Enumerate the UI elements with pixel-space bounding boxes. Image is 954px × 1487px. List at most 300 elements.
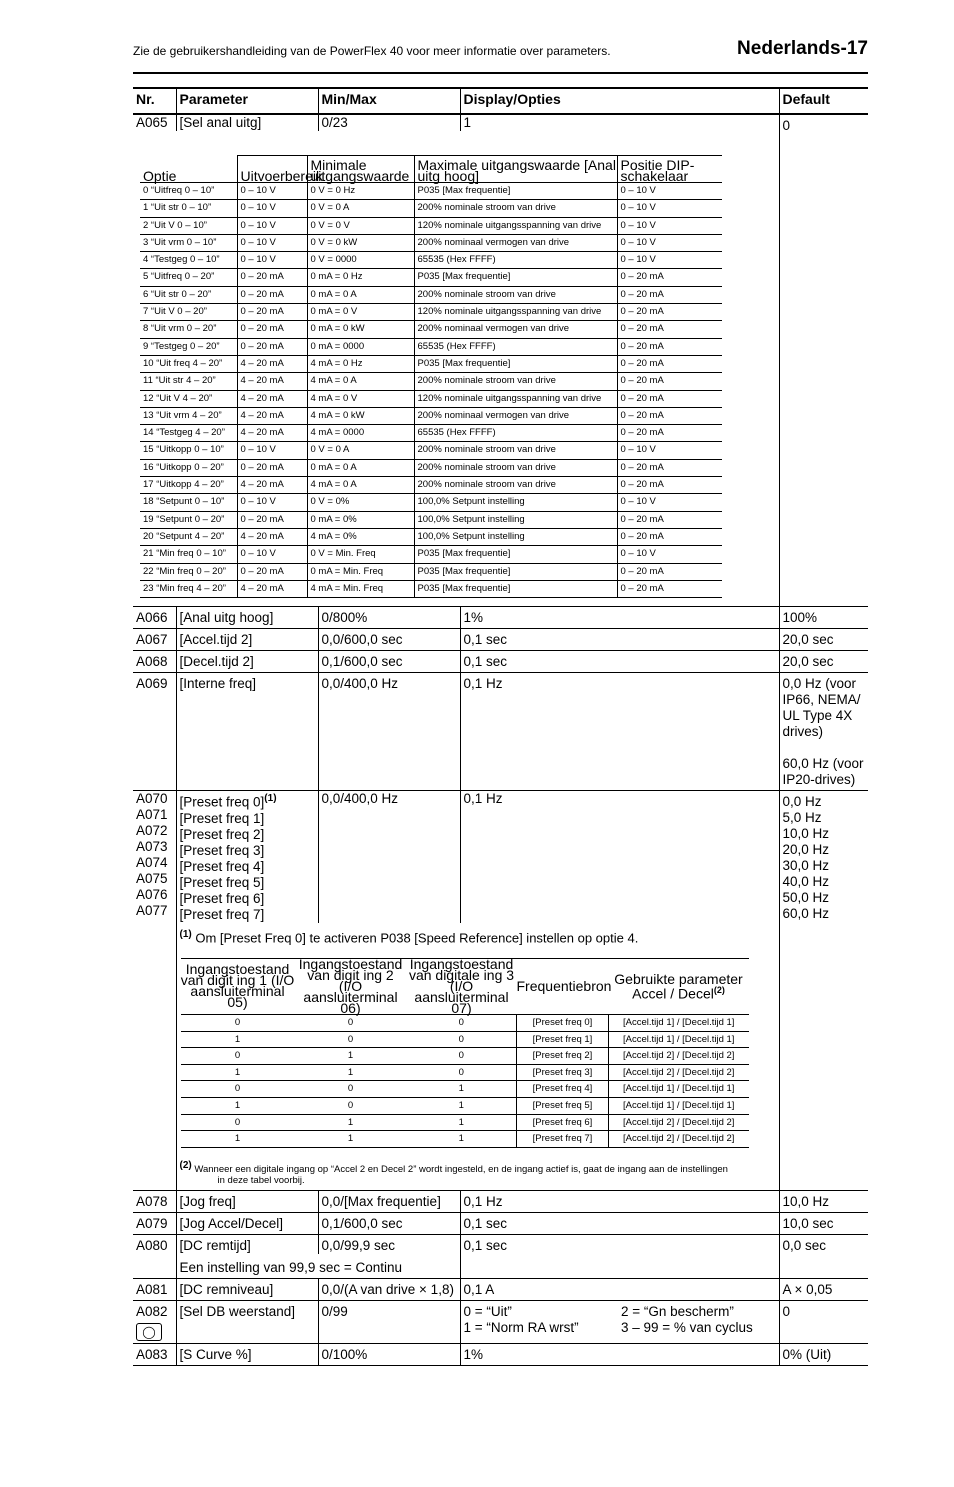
table-row <box>140 252 722 269</box>
table-cell: 100,0% Setpunt instelling <box>414 528 617 545</box>
table-cell: 100,0% Setpunt instelling <box>414 494 617 511</box>
display: 1 <box>460 114 779 131</box>
h-ing2: Ingangstoestand van digit ing 2 (I/O aansluiterminal 06) <box>295 958 407 1014</box>
list-item: A073 <box>136 839 168 855</box>
nr-cell <box>133 1300 176 1343</box>
table-cell: 1 <box>295 1114 407 1131</box>
table-cell: 0 – 10 V <box>617 494 722 511</box>
minmax: 0,0/400,0 Hz <box>318 791 460 923</box>
minmax: 0,0/400,0 Hz <box>318 673 460 791</box>
table-cell: 0 <box>181 1081 295 1098</box>
list-item: A074 <box>136 855 168 871</box>
table-cell: 65535 (Hex FFFF) <box>414 338 617 355</box>
table-row <box>140 390 722 407</box>
list-item: 30,0 Hz <box>782 858 830 874</box>
list-item: [Preset freq 6] <box>179 890 265 906</box>
table-cell: 120% nominale uitgangsspanning van drive <box>414 304 617 321</box>
table-row <box>181 1014 749 1031</box>
row-a065-options <box>133 131 868 607</box>
table-cell: 200% nominale stroom van drive <box>414 373 617 390</box>
display: 0,1 Hz <box>460 1190 779 1212</box>
table-cell: 1 <box>295 1064 407 1081</box>
table-cell: [Accel.tijd 1] / [Decel.tijd 1] <box>609 1014 749 1031</box>
default: 0,0 sec <box>782 1237 827 1253</box>
table-cell: 0 – 20 mA <box>237 338 307 355</box>
table-cell: 4 mA = 0% <box>307 528 414 545</box>
table-cell: 200% nominale stroom van drive <box>414 442 617 459</box>
table-row <box>140 373 722 390</box>
table-cell: 0 <box>407 1064 517 1081</box>
table-row <box>140 183 722 200</box>
table-row <box>140 338 722 355</box>
table-cell: 4 mA = Min. Freq <box>307 580 414 597</box>
table-cell: [Preset freq 1] <box>517 1031 609 1048</box>
table-cell: [Accel.tijd 2] / [Decel.tijd 2] <box>609 1064 749 1081</box>
list-item: A072 <box>136 823 168 839</box>
table-cell: 0 mA = 0 V <box>307 304 414 321</box>
table-row <box>140 425 722 442</box>
table-cell: 0 mA = 0 Hz <box>307 269 414 286</box>
h-ing1: Ingangstoestand van digit ing 1 (I/O aansluiterminal 05) <box>181 958 295 1014</box>
display: 0,1 sec <box>460 651 779 673</box>
table-cell: 0 mA = 0000 <box>307 338 414 355</box>
param: [Accel.tijd 2] <box>176 629 318 651</box>
minmax: 0,1/600,0 sec <box>318 1212 460 1234</box>
param: [Jog Accel/Decel] <box>176 1212 318 1234</box>
table-row <box>140 477 722 494</box>
nr: A083 <box>133 1343 176 1365</box>
table-cell: 0 – 20 mA <box>237 286 307 303</box>
table-cell: 200% nominale stroom van drive <box>414 477 617 494</box>
nr: A081 <box>133 1278 176 1300</box>
param: [Jog freq] <box>176 1190 318 1212</box>
h-accel: Gebruikte parameter Accel / Decel$^{(2)}$ <box>609 958 749 1014</box>
table-row <box>140 286 722 303</box>
table-row <box>140 269 722 286</box>
table-row <box>140 511 722 528</box>
param: [Interne freq] <box>176 673 318 791</box>
table-cell: 0 – 10 V <box>237 252 307 269</box>
table-cell: 1 <box>295 1131 407 1148</box>
table-cell: 4 mA = 0 V <box>307 390 414 407</box>
table-cell: 0 – 10 V <box>617 200 722 217</box>
row-a079 <box>133 1212 868 1234</box>
nr: A082 <box>136 1303 168 1319</box>
list-item: [Preset freq 2] <box>179 826 265 842</box>
table-cell: 0 V = 0 V <box>307 217 414 234</box>
table-cell: 19 “Setpunt 0 – 20” <box>140 511 237 528</box>
table-cell: 4 “Testgeg 0 – 10” <box>140 252 237 269</box>
table-cell: P035 [Max frequentie] <box>414 355 617 372</box>
table-cell: 0 V = 0 kW <box>307 234 414 251</box>
list-item: [Preset freq 3] <box>179 842 265 858</box>
list-item: A075 <box>136 871 168 887</box>
list-item: [Preset freq 4] <box>179 858 265 874</box>
table-cell: 0 – 20 mA <box>617 425 722 442</box>
table-cell: 6 “Uit str 0 – 20” <box>140 286 237 303</box>
table-cell: [Accel.tijd 2] / [Decel.tijd 2] <box>609 1131 749 1148</box>
table-cell: 0 mA = Min. Freq <box>307 563 414 580</box>
minmax: 0,0/600,0 sec <box>318 629 460 651</box>
opt-3: 3 – 99 = % van cyclus <box>621 1319 753 1335</box>
row-preset-notes <box>133 923 868 1191</box>
table-cell: 13 “Uit vrm 4 – 20” <box>140 407 237 424</box>
minmax: 0,0/[Max frequentie] <box>318 1190 460 1212</box>
display: 1% <box>460 1343 779 1365</box>
list-item: 40,0 Hz <box>782 874 830 890</box>
table-row <box>140 546 722 563</box>
table-cell: 1 <box>407 1097 517 1114</box>
param: [Sel anal uitg] <box>176 114 318 131</box>
param: [Sel DB weerstand] <box>176 1300 318 1343</box>
table-cell: 10 “Uit freq 4 – 20” <box>140 355 237 372</box>
table-cell: 4 – 20 mA <box>237 355 307 372</box>
table-cell: 1 <box>407 1131 517 1148</box>
table-cell: 17 “Uitkopp 4 – 20” <box>140 477 237 494</box>
table-cell: 4 mA = 0 A <box>307 373 414 390</box>
default: 100% <box>779 607 868 629</box>
list-item: A076 <box>136 887 168 903</box>
table-cell: 0 – 10 V <box>237 183 307 200</box>
table-cell: 4 – 20 mA <box>237 425 307 442</box>
list-item: A077 <box>136 903 168 919</box>
table-cell: 1 “Uit str 0 – 10” <box>140 200 237 217</box>
table-cell: 0 – 10 V <box>237 200 307 217</box>
table-cell: 0 – 20 mA <box>617 355 722 372</box>
col-nr: Nr. <box>133 88 176 114</box>
table-cell: 0 mA = 0 A <box>307 286 414 303</box>
table-cell: 0 – 20 mA <box>237 563 307 580</box>
table-cell: [Accel.tijd 2] / [Decel.tijd 2] <box>609 1114 749 1131</box>
nr: A065 <box>133 114 176 131</box>
minmax: 0,0/99,9 sec <box>318 1234 460 1254</box>
display: 0,1 A <box>460 1278 779 1300</box>
table-cell: 0 V = 0% <box>307 494 414 511</box>
default: 20,0 sec <box>779 651 868 673</box>
table-cell: 0 V = Min. Freq <box>307 546 414 563</box>
list-item: 0,0 Hz <box>782 794 822 810</box>
header-note: Zie de gebruikershandleiding van de PowerFlex 40 voor meer informatie over parameters. <box>133 44 611 58</box>
row-a083 <box>133 1343 868 1365</box>
h-dip: Positie DIP-schakelaar <box>617 156 722 183</box>
table-cell: 65535 (Hex FFFF) <box>414 252 617 269</box>
page-label: Nederlands-17 <box>737 38 868 59</box>
row-a080-note <box>133 1254 868 1279</box>
table-cell: 0 V = 0 Hz <box>307 183 414 200</box>
list-item: 10,0 Hz <box>782 826 830 842</box>
footnote-1: $^{(1)}$ Om [Preset Freq 0] te activeren P038 [Speed Reference] instellen op optie 4. <box>179 928 639 945</box>
default: A × 0,05 <box>779 1278 868 1300</box>
table-row <box>181 1048 749 1065</box>
table-cell: 14 “Testgeg 4 – 20” <box>140 425 237 442</box>
table-cell: 2 “Uit V 0 – 10” <box>140 217 237 234</box>
table-cell: 0 – 20 mA <box>617 269 722 286</box>
table-cell: 4 – 20 mA <box>237 477 307 494</box>
default-ip20: 60,0 Hz (voor IP20-drives) <box>782 756 864 788</box>
table-cell: 200% nominale stroom van drive <box>414 459 617 476</box>
display <box>460 1300 779 1343</box>
list-item: A071 <box>136 807 168 823</box>
table-cell: 0 – 20 mA <box>617 511 722 528</box>
col-display: Display/Opties <box>460 88 779 114</box>
table-cell: 0 <box>295 1081 407 1098</box>
list-item: [Preset freq 5] <box>179 874 265 890</box>
table-cell: 0 <box>295 1014 407 1031</box>
table-cell: 0 – 10 V <box>237 234 307 251</box>
table-cell: 7 “Uit V 0 – 20” <box>140 304 237 321</box>
table-cell: 0 – 10 V <box>237 494 307 511</box>
table-cell: 9 “Testgeg 0 – 20” <box>140 338 237 355</box>
table-row <box>140 217 722 234</box>
table-cell: 0 mA = 0 A <box>307 459 414 476</box>
table-cell: 0 mA = 0 kW <box>307 321 414 338</box>
table-cell: 8 “Uit vrm 0 – 20” <box>140 321 237 338</box>
table-cell: 0 – 20 mA <box>237 459 307 476</box>
table-cell: 0 V = 0 A <box>307 200 414 217</box>
table-cell: 100,0% Setpunt instelling <box>414 511 617 528</box>
minmax: 0/99 <box>318 1300 460 1343</box>
page-header <box>133 38 868 68</box>
default <box>779 673 868 791</box>
table-cell: 4 – 20 mA <box>237 390 307 407</box>
table-row <box>140 580 722 597</box>
table-cell: 0 <box>181 1048 295 1065</box>
param: [S Curve %] <box>176 1343 318 1365</box>
table-cell: 0 <box>295 1097 407 1114</box>
table-row <box>140 528 722 545</box>
table-cell: 1 <box>181 1131 295 1148</box>
table-cell: 0 – 20 mA <box>617 390 722 407</box>
table-row <box>140 494 722 511</box>
row-a081 <box>133 1278 868 1300</box>
table-cell: 20 “Setpunt 4 – 20” <box>140 528 237 545</box>
col-parameter: Parameter <box>176 88 318 114</box>
stop-drive-icon: ◯ <box>136 1323 162 1341</box>
table-cell: 200% nominaal vermogen van drive <box>414 321 617 338</box>
table-cell: 0 – 20 mA <box>617 338 722 355</box>
display: 0,1 Hz <box>460 791 779 923</box>
default: 0 <box>779 114 868 607</box>
table-cell: 0 mA = 0% <box>307 511 414 528</box>
table-cell: 4 mA = 0000 <box>307 425 414 442</box>
list-item: [Preset freq 1] <box>179 810 265 826</box>
table-cell: 4 – 20 mA <box>237 528 307 545</box>
table-cell: 4 mA = 0 Hz <box>307 355 414 372</box>
display: 0,1 sec <box>460 1234 779 1254</box>
a080-note: Een instelling van 99,9 sec = Continu <box>176 1254 460 1279</box>
analog-output-table <box>140 155 722 598</box>
table-cell: 15 “Uitkopp 0 – 10” <box>140 442 237 459</box>
nr: A069 <box>133 673 176 791</box>
list-item: 20,0 Hz <box>782 842 830 858</box>
table-cell: 1 <box>181 1031 295 1048</box>
h-ing3: Ingangstoestand van digitale ing 3 (I/O aansluiterminal 07) <box>407 958 517 1014</box>
table-cell: 0 – 20 mA <box>617 563 722 580</box>
table-row <box>181 1031 749 1048</box>
row-a069 <box>133 673 868 791</box>
minmax: 0/800% <box>318 607 460 629</box>
footnote-mark: (1) <box>264 793 277 805</box>
default: 0 <box>779 1300 868 1343</box>
table-row <box>140 459 722 476</box>
table-row <box>140 304 722 321</box>
table-cell: 0 – 20 mA <box>617 477 722 494</box>
list-item: 60,0 Hz <box>782 906 830 922</box>
table-cell: 0 <box>295 1031 407 1048</box>
table-cell: [Preset freq 5] <box>517 1097 609 1114</box>
table-cell: 0 – 10 V <box>237 217 307 234</box>
table-cell: 0 – 10 V <box>617 546 722 563</box>
table-row <box>140 200 722 217</box>
table-cell: 0 <box>181 1114 295 1131</box>
table-cell: 16 “Uitkopp 0 – 20” <box>140 459 237 476</box>
table-cell: P035 [Max frequentie] <box>414 269 617 286</box>
h-max: Maximale uitgangswaarde [Anal uitg hoog] <box>414 156 617 183</box>
nr: A067 <box>133 629 176 651</box>
table-cell: 1 <box>181 1064 295 1081</box>
table-cell: 200% nominaal vermogen van drive <box>414 234 617 251</box>
table-cell: 0 V = 0 A <box>307 442 414 459</box>
table-row <box>181 1064 749 1081</box>
table-row <box>140 355 722 372</box>
table-cell: [Preset freq 3] <box>517 1064 609 1081</box>
table-cell: 0 – 20 mA <box>617 373 722 390</box>
table-cell: 1 <box>407 1081 517 1098</box>
table-cell: 200% nominaal vermogen van drive <box>414 407 617 424</box>
h-uitvoerbereik: Uitvoerbereik <box>237 156 307 183</box>
row-preset <box>133 791 868 923</box>
param: [Decel.tijd 2] <box>176 651 318 673</box>
minmax: 0,0/(A van drive × 1,8) <box>318 1278 460 1300</box>
table-cell: P035 [Max frequentie] <box>414 183 617 200</box>
table-row <box>140 563 722 580</box>
table-cell: 0 – 20 mA <box>617 459 722 476</box>
table-cell: [Preset freq 6] <box>517 1114 609 1131</box>
opt-0: 0 = “Uit” <box>463 1303 512 1319</box>
default: 0% (Uit) <box>779 1343 868 1365</box>
table-cell: 0 – 10 V <box>237 546 307 563</box>
table-cell: 18 “Setpunt 0 – 10” <box>140 494 237 511</box>
table-row <box>181 1097 749 1114</box>
table-cell: 0 – 10 V <box>237 442 307 459</box>
table-cell: 3 “Uit vrm 0 – 10” <box>140 234 237 251</box>
options-header <box>140 156 722 183</box>
table-cell: 4 – 20 mA <box>237 373 307 390</box>
h-freqbron: Frequentiebron <box>517 958 609 1014</box>
table-cell: P035 [Max frequentie] <box>414 563 617 580</box>
nr: A068 <box>133 651 176 673</box>
preset-table <box>180 955 749 1148</box>
table-cell: [Accel.tijd 2] / [Decel.tijd 2] <box>609 1048 749 1065</box>
table-cell: 0 <box>407 1014 517 1031</box>
table-cell: [Accel.tijd 1] / [Decel.tijd 1] <box>609 1081 749 1098</box>
nr: A079 <box>133 1212 176 1234</box>
table-cell: 4 – 20 mA <box>237 407 307 424</box>
table-row <box>181 1114 749 1131</box>
table-cell: 0 – 20 mA <box>617 580 722 597</box>
preset-header <box>181 958 749 1014</box>
table-cell: 200% nominale stroom van drive <box>414 200 617 217</box>
minmax: 0/100% <box>318 1343 460 1365</box>
table-row <box>140 407 722 424</box>
row-a080 <box>133 1234 868 1254</box>
table-cell: 23 “Min freq 4 – 20” <box>140 580 237 597</box>
table-cell: 0 – 20 mA <box>237 304 307 321</box>
table-cell: 0 V = 0000 <box>307 252 414 269</box>
table-cell: 0 <box>407 1031 517 1048</box>
table-row <box>140 442 722 459</box>
footnote-2: $^{(2)}$ Wanneer een digitale ingang op “Accel 2 en Decel 2” wordt ingesteld, en de ingang actief is, gaat de ingang aan de instellingen in deze tabel voorbij. <box>179 1159 728 1186</box>
table-cell: 200% nominale stroom van drive <box>414 286 617 303</box>
table-cell: [Accel.tijd 1] / [Decel.tijd 1] <box>609 1097 749 1114</box>
minmax: 0,1/600,0 sec <box>318 651 460 673</box>
list-item: [Preset freq 0]$^{(1)}$ <box>179 793 277 810</box>
display: 0,1 sec <box>460 1212 779 1234</box>
table-cell: [Accel.tijd 1] / [Decel.tijd 1] <box>609 1031 749 1048</box>
row-a066 <box>133 607 868 629</box>
table-cell: [Preset freq 0] <box>517 1014 609 1031</box>
table-cell: 4 mA = 0 A <box>307 477 414 494</box>
table-cell: 0 – 20 mA <box>237 269 307 286</box>
param: [Anal uitg hoog] <box>176 607 318 629</box>
row-a067 <box>133 629 868 651</box>
list-item: 5,0 Hz <box>782 810 822 826</box>
table-cell: 11 “Uit str 4 – 20” <box>140 373 237 390</box>
table-header <box>133 88 868 114</box>
table-cell: 0 – 10 V <box>617 442 722 459</box>
table-cell: 12 “Uit V 4 – 20” <box>140 390 237 407</box>
table-cell: 0 – 20 mA <box>617 321 722 338</box>
param: [DC remniveau] <box>176 1278 318 1300</box>
row-a082 <box>133 1300 868 1343</box>
list-item: [Preset freq 7] <box>179 906 265 922</box>
h-min: Minimale uitgangswaarde <box>307 156 414 183</box>
table-cell: 22 “Min freq 0 – 20” <box>140 563 237 580</box>
default-ip66: 0,0 Hz (voor IP66, NEMA/ UL Type 4X drives) <box>782 676 861 740</box>
row-a068 <box>133 651 868 673</box>
preset-params <box>176 791 318 923</box>
table-cell: 0 – 10 V <box>617 217 722 234</box>
default: 10,0 sec <box>779 1212 868 1234</box>
col-default: Default <box>779 88 868 114</box>
opt-1: 1 = “Norm RA wrst” <box>463 1319 579 1335</box>
default: 20,0 sec <box>779 629 868 651</box>
table-row <box>181 1081 749 1098</box>
table-row <box>140 234 722 251</box>
row-a065 <box>133 114 868 131</box>
table-cell: 5 “Uitfreq 0 – 20” <box>140 269 237 286</box>
row-a078 <box>133 1190 868 1212</box>
table-cell: 4 mA = 0 kW <box>307 407 414 424</box>
parameter-table <box>133 87 868 1366</box>
table-cell: [Preset freq 2] <box>517 1048 609 1065</box>
table-cell: 0 – 10 V <box>617 234 722 251</box>
table-cell: 0 – 20 mA <box>617 286 722 303</box>
opt-2: 2 = “Gn bescherm” <box>621 1303 734 1319</box>
table-cell: 0 – 20 mA <box>617 304 722 321</box>
table-cell: 0 – 10 V <box>617 252 722 269</box>
table-cell: 1 <box>407 1114 517 1131</box>
table-cell: 21 “Min freq 0 – 10” <box>140 546 237 563</box>
table-cell: 65535 (Hex FFFF) <box>414 425 617 442</box>
display: 1% <box>460 607 779 629</box>
display: 0,1 Hz <box>460 673 779 791</box>
table-row <box>140 321 722 338</box>
table-cell: 120% nominale uitgangsspanning van drive <box>414 390 617 407</box>
table-cell: 0 “Uitfreq 0 – 10” <box>140 183 237 200</box>
display: 0,1 sec <box>460 629 779 651</box>
table-cell: P035 [Max frequentie] <box>414 580 617 597</box>
